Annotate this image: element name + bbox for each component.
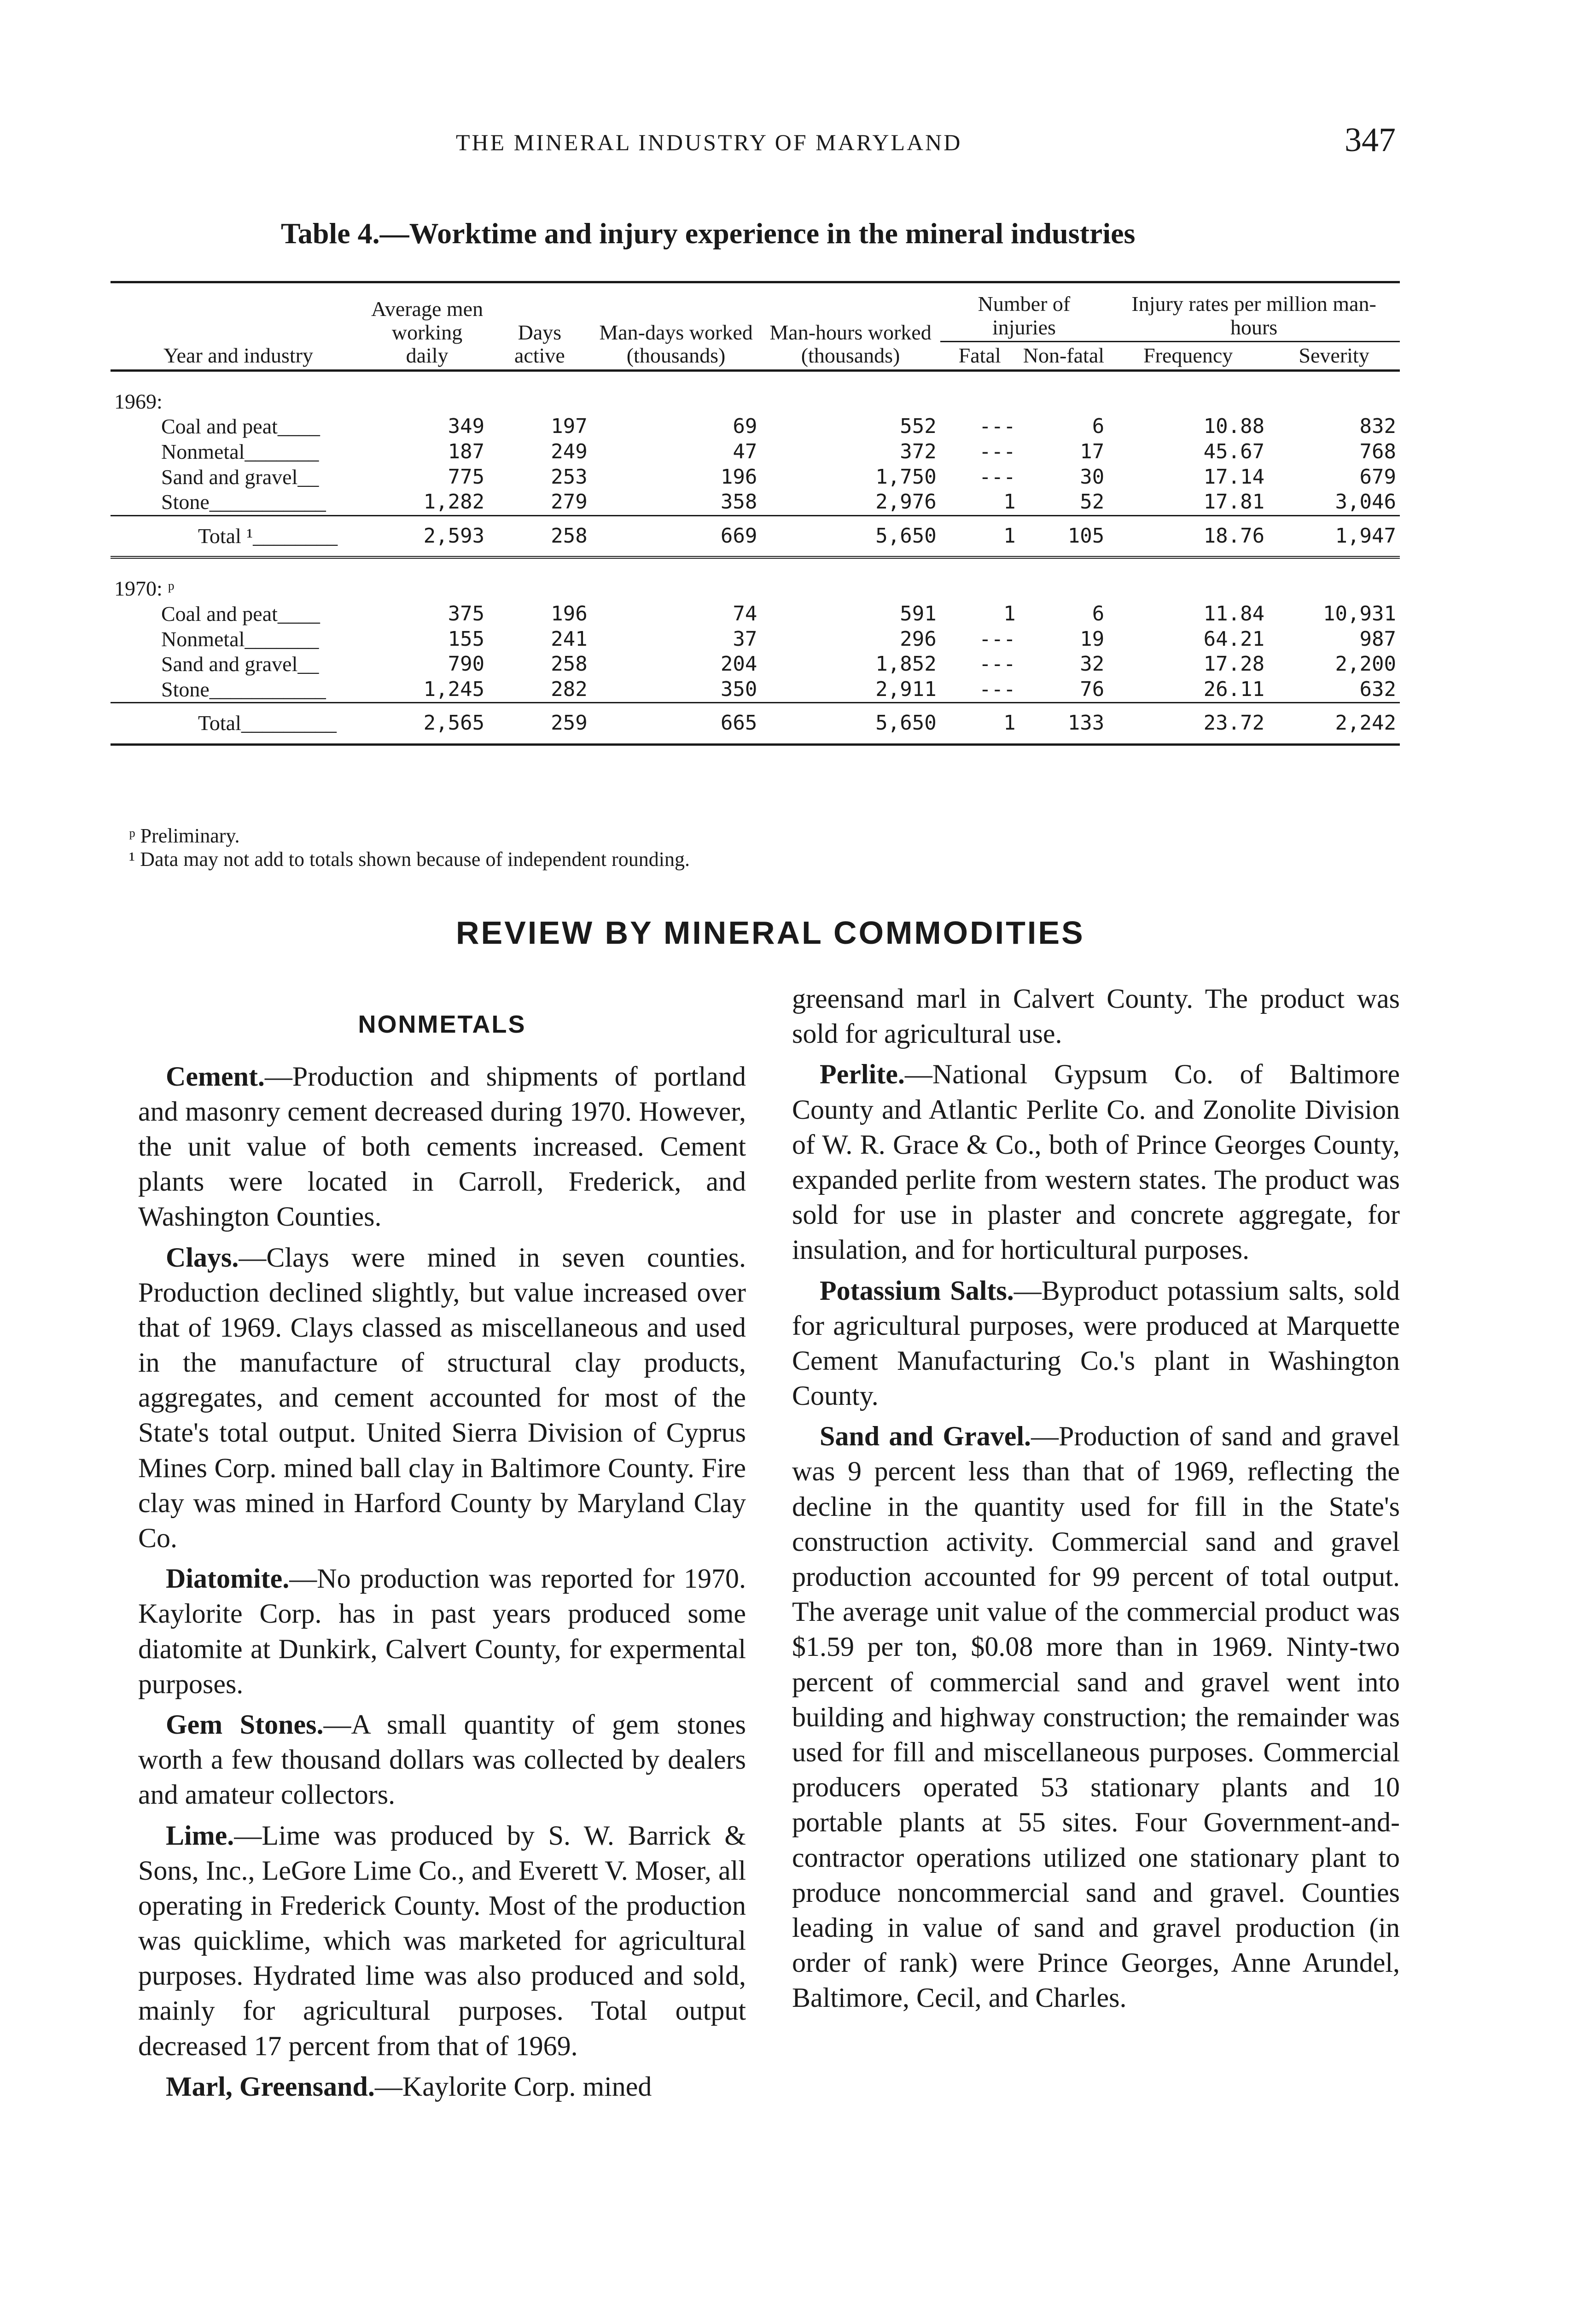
cell-men: 349 bbox=[448, 415, 485, 438]
cell-industry: Total_________ bbox=[111, 703, 366, 745]
col-man-hours: Man-hours worked (thousands) bbox=[769, 320, 932, 368]
table-row bbox=[111, 627, 1400, 652]
cell-men: 1,282 bbox=[423, 490, 485, 514]
cell-fatal: --- bbox=[979, 415, 1016, 438]
cell-nonfatal: 17 bbox=[1080, 440, 1105, 464]
cell-industry: Nonmetal_______ bbox=[161, 439, 319, 463]
table-title: Table 4.—Worktime and injury experience in the mineral industries bbox=[281, 217, 1136, 250]
cell-men: 375 bbox=[448, 602, 485, 626]
cell-frequency: 10.88 bbox=[1203, 415, 1265, 438]
cell-days: 249 bbox=[551, 440, 588, 464]
paragraph-lead: Diatomite. bbox=[166, 1563, 290, 1594]
cell-frequency: 11.84 bbox=[1203, 602, 1265, 626]
cell-severity: 10,931 bbox=[1323, 602, 1396, 626]
cell-days: 282 bbox=[551, 677, 588, 701]
cell-nonfatal: 6 bbox=[1092, 415, 1105, 438]
cell-man-days: 47 bbox=[733, 440, 757, 464]
year-label-1969: 1969: bbox=[114, 389, 163, 413]
cell-frequency: 18.76 bbox=[1108, 515, 1268, 557]
cell-man-days: 69 bbox=[733, 415, 757, 438]
cell-fatal: 1 bbox=[940, 515, 1019, 557]
cell-fatal: 1 bbox=[940, 703, 1019, 745]
cell-frequency: 64.21 bbox=[1203, 627, 1265, 651]
footnote: ᵖ Preliminary. bbox=[129, 824, 240, 847]
cell-nonfatal: 105 bbox=[1019, 515, 1108, 557]
cell-man-days: 74 bbox=[733, 602, 757, 626]
cell-frequency: 17.28 bbox=[1203, 652, 1265, 676]
cell-men: 2,565 bbox=[366, 703, 488, 745]
table-row bbox=[111, 414, 1400, 439]
cell-frequency: 26.11 bbox=[1203, 677, 1265, 701]
cell-severity: 632 bbox=[1359, 677, 1396, 701]
paragraph bbox=[138, 2069, 746, 2104]
cell-severity: 679 bbox=[1359, 465, 1396, 489]
left-column bbox=[138, 990, 746, 2110]
paragraph-lead: Marl, Greensand. bbox=[166, 2071, 375, 2102]
paragraph-text: —Production of sand and gravel was 9 percent less than that of 1969, reflecting the decline in the quantity used for fill in the State's construction activity. Commercial sand and gravel production accounted for 99 percent of total output. The average unit value of the commercial product was $1.59 per ton, $0.08 more than in 1969. Ninty-two percent of commercial sand and gravel went into building and highway construction; the remainder was used for fill and miscellaneous purposes. Commercial producers operated 53 stationary plants and 10 portable plants at 55 sites. Four Government-and-contractor operations utilized one stationary plant to produce noncommercial sand and gravel. Counties leading in value of sand and gravel production (in order of rank) were Prince Georges, Anne Arundel, Baltimore, Cecil, and Charles. bbox=[792, 1421, 1400, 2013]
cell-man-hours: 5,650 bbox=[761, 703, 940, 745]
cell-fatal: --- bbox=[979, 677, 1016, 701]
paragraph bbox=[138, 1818, 746, 2063]
col-fatal: Fatal bbox=[958, 344, 1001, 368]
cell-severity: 768 bbox=[1359, 440, 1396, 464]
paragraph bbox=[138, 1240, 746, 1556]
col-year-industry: Year and industry bbox=[163, 344, 313, 368]
right-column bbox=[792, 981, 1400, 2021]
cell-men: 790 bbox=[448, 652, 485, 676]
cell-severity: 2,242 bbox=[1268, 703, 1400, 745]
table-row bbox=[111, 602, 1400, 627]
cell-days: 241 bbox=[551, 627, 588, 651]
cell-industry: Coal and peat____ bbox=[161, 602, 320, 625]
cell-man-days: 669 bbox=[591, 515, 761, 557]
paragraph-text: —Clays were mined in seven counties. Production declined slightly, but value increased over that of 1969. Clays classed as miscellaneous and used in the manufacture of structural clay products, aggregates, and cement accounted for most of the State's total output. United Sierra Division of Cyprus Mines Corp. mined ball clay in Baltimore County. Fire clay was mined in Harford County by Maryland Clay Co. bbox=[138, 1242, 746, 1554]
cell-man-hours: 372 bbox=[900, 440, 937, 464]
cell-man-hours: 5,650 bbox=[761, 515, 940, 557]
cell-frequency: 17.81 bbox=[1203, 490, 1265, 514]
paragraph-text: —Byproduct potassium salts, sold for agricultural purposes, were produced at Marquette Cement Manufacturing Co.'s plant in Washington County. bbox=[792, 1275, 1400, 1411]
cell-fatal: --- bbox=[979, 440, 1016, 464]
paragraph bbox=[792, 1419, 1400, 2015]
paragraph-text: —No production was reported for 1970. Kaylorite Corp. has in past years produced some diatomite at Dunkirk, Calvert County, for expermental purposes. bbox=[138, 1563, 746, 1699]
cell-days: 197 bbox=[551, 415, 588, 438]
cell-man-hours: 1,750 bbox=[875, 465, 937, 489]
table-row-total bbox=[111, 515, 1400, 557]
cell-nonfatal: 133 bbox=[1019, 703, 1108, 745]
cell-men: 775 bbox=[448, 465, 485, 489]
cell-industry: Stone___________ bbox=[161, 677, 326, 701]
cell-days: 196 bbox=[551, 602, 588, 626]
cell-industry: Stone___________ bbox=[161, 490, 326, 514]
col-days-active: Days active bbox=[514, 320, 565, 368]
col-man-days: Man-days worked (thousands) bbox=[599, 320, 753, 368]
cell-severity: 1,947 bbox=[1268, 515, 1400, 557]
cell-days: 258 bbox=[551, 652, 588, 676]
injury-table bbox=[111, 281, 1400, 746]
cell-nonfatal: 6 bbox=[1092, 602, 1105, 626]
cell-fatal: 1 bbox=[1003, 602, 1016, 626]
paragraph-lead: Perlite. bbox=[820, 1059, 905, 1090]
cell-frequency: 17.14 bbox=[1203, 465, 1265, 489]
paragraph bbox=[138, 1561, 746, 1701]
cell-man-days: 204 bbox=[720, 652, 757, 676]
cell-man-days: 350 bbox=[720, 677, 757, 701]
paragraph-text: —Production and shipments of portland and masonry cement decreased during 1970. However, the unit value of both cements increased. Cement plants were located in Carroll, Frederick, and Washington Counties. bbox=[138, 1061, 746, 1232]
table-row bbox=[111, 439, 1400, 465]
cell-fatal: --- bbox=[979, 652, 1016, 676]
cell-days: 253 bbox=[551, 465, 588, 489]
subhead-nonmetals: NONMETALS bbox=[358, 1011, 526, 1038]
paragraph-lead: Cement. bbox=[166, 1061, 265, 1092]
cell-man-hours: 2,976 bbox=[875, 490, 937, 514]
cell-man-days: 196 bbox=[720, 465, 757, 489]
cell-man-hours: 552 bbox=[900, 415, 937, 438]
cell-nonfatal: 32 bbox=[1080, 652, 1105, 676]
paragraph-lead: Gem Stones. bbox=[166, 1709, 324, 1740]
paragraph bbox=[792, 1057, 1400, 1267]
cell-frequency: 23.72 bbox=[1108, 703, 1268, 745]
col-nonfatal: Non-fatal bbox=[1023, 344, 1105, 368]
page-number: 347 bbox=[1345, 121, 1396, 159]
cell-industry: Nonmetal_______ bbox=[161, 627, 319, 651]
cell-fatal: --- bbox=[979, 465, 1016, 489]
cell-fatal: --- bbox=[979, 627, 1016, 651]
paragraph bbox=[792, 1273, 1400, 1414]
cell-severity: 2,200 bbox=[1335, 652, 1396, 676]
table-row-total bbox=[111, 703, 1400, 745]
cell-men: 155 bbox=[448, 627, 485, 651]
cell-fatal: 1 bbox=[1003, 490, 1016, 514]
cell-industry: Coal and peat____ bbox=[161, 415, 320, 438]
cell-men: 187 bbox=[448, 440, 485, 464]
paragraph bbox=[138, 1707, 746, 1812]
cell-man-hours: 2,911 bbox=[875, 677, 937, 701]
footnote: ¹ Data may not add to totals shown because of independent rounding. bbox=[129, 848, 690, 871]
cell-nonfatal: 30 bbox=[1080, 465, 1105, 489]
paragraph-lead: Lime. bbox=[166, 1820, 234, 1851]
col-num-injuries: Number of injuries bbox=[940, 282, 1108, 342]
cell-days: 259 bbox=[488, 703, 591, 745]
cell-industry: Sand and gravel__ bbox=[161, 465, 319, 489]
table-row bbox=[111, 465, 1400, 490]
col-injury-rates: Injury rates per million man-hours bbox=[1108, 282, 1400, 342]
running-title: THE MINERAL INDUSTRY OF MARYLAND bbox=[456, 129, 962, 155]
cell-nonfatal: 19 bbox=[1080, 627, 1105, 651]
paragraph-continuation: greensand marl in Calvert County. The product was sold for agricultural use. bbox=[792, 983, 1400, 1049]
cell-severity: 987 bbox=[1359, 627, 1396, 651]
cell-days: 279 bbox=[551, 490, 588, 514]
section-title: REVIEW BY MINERAL COMMODITIES bbox=[456, 915, 1085, 951]
paragraph-text: —Lime was produced by S. W. Barrick & Sons, Inc., LeGore Lime Co., and Everett V. Moser, all operating in Frederick County. Most of the production was quicklime, which was marketed for agricultural purposes. Hydrated lime was also produced and sold, mainly for agricultural purposes. Total output decreased 17 percent from that of 1969. bbox=[138, 1820, 746, 2061]
paragraph-lead: Clays. bbox=[166, 1242, 239, 1273]
cell-men: 1,245 bbox=[423, 677, 485, 701]
data-table bbox=[111, 281, 1400, 746]
cell-man-days: 665 bbox=[591, 703, 761, 745]
col-frequency: Frequency bbox=[1143, 344, 1233, 368]
cell-men: 2,593 bbox=[366, 515, 488, 557]
col-avg-men: Average men working daily bbox=[371, 297, 483, 368]
cell-man-days: 358 bbox=[720, 490, 757, 514]
paragraph bbox=[138, 1059, 746, 1234]
col-severity: Severity bbox=[1299, 344, 1369, 368]
paragraph-lead: Sand and Gravel. bbox=[820, 1421, 1031, 1452]
cell-severity: 3,046 bbox=[1335, 490, 1396, 514]
paragraph-lead: Potassium Salts. bbox=[820, 1275, 1014, 1306]
table-row bbox=[111, 652, 1400, 677]
cell-man-hours: 1,852 bbox=[875, 652, 937, 676]
cell-days: 258 bbox=[488, 515, 591, 557]
table-row bbox=[111, 677, 1400, 703]
cell-man-days: 37 bbox=[733, 627, 757, 651]
table-footnotes bbox=[129, 824, 690, 871]
cell-man-hours: 591 bbox=[900, 602, 937, 626]
cell-frequency: 45.67 bbox=[1203, 440, 1265, 464]
table-row bbox=[111, 490, 1400, 515]
cell-nonfatal: 52 bbox=[1080, 490, 1105, 514]
cell-nonfatal: 76 bbox=[1080, 677, 1105, 701]
cell-industry: Total ¹________ bbox=[111, 515, 366, 557]
paragraph-text: —A small quantity of gem stones worth a few thousand dollars was collected by dealers and amateur collectors. bbox=[138, 1709, 746, 1810]
cell-severity: 832 bbox=[1359, 415, 1396, 438]
year-label-1970: 1970: ᵖ bbox=[114, 577, 175, 601]
paragraph-text: —Kaylorite Corp. mined bbox=[374, 2071, 652, 2102]
paragraph-text: —National Gypsum Co. of Baltimore County and Atlantic Perlite Co. and Zonolite Division of W. R. Grace & Co., both of Prince Georges County, expanded perlite from western states. The product was sold for use in plaster and concrete aggregate, for insulation, and for horticultural purposes. bbox=[792, 1059, 1400, 1265]
cell-man-hours: 296 bbox=[900, 627, 937, 651]
cell-industry: Sand and gravel__ bbox=[161, 652, 319, 676]
